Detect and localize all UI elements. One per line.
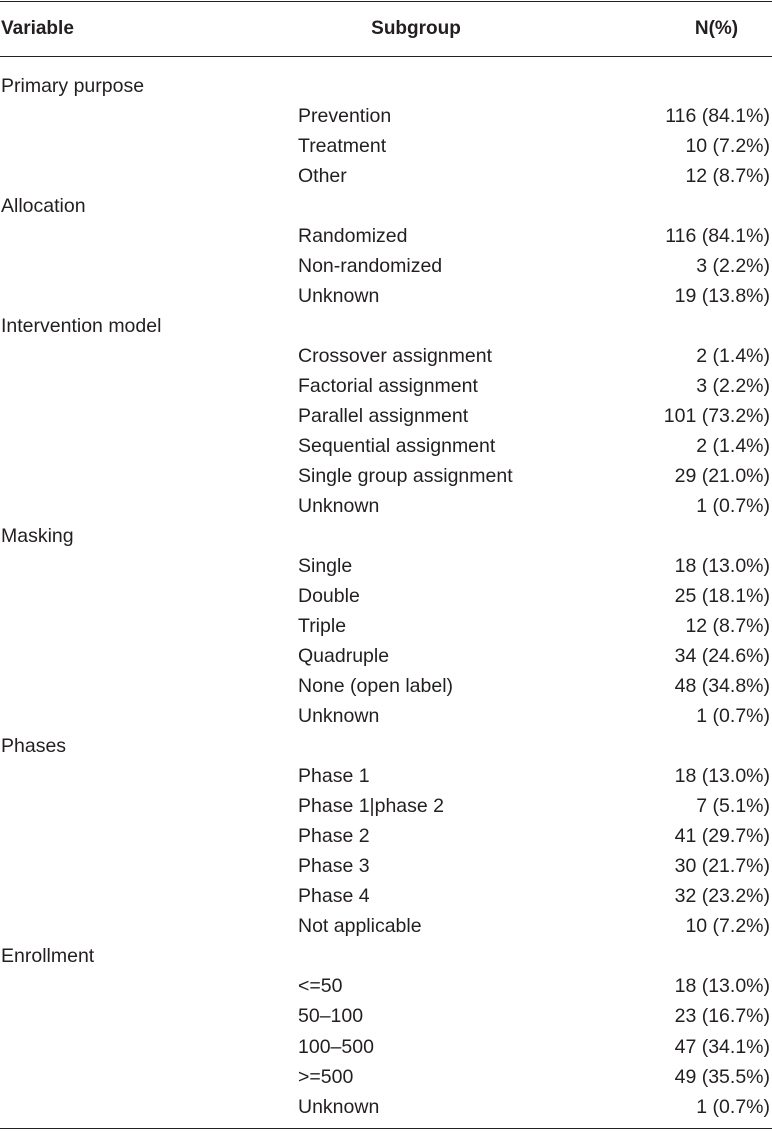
row-subgroup: Single group assignment [298, 464, 513, 487]
header-n: N(%) [694, 18, 739, 39]
table-header [0, 2, 772, 56]
row-n: 18 (13.0%) [674, 975, 770, 998]
row-subgroup: Phase 1 [298, 765, 370, 788]
table-row [0, 161, 772, 191]
row-variable: Phases [1, 735, 67, 758]
row-subgroup: 50–100 [298, 1005, 364, 1028]
row-n: 12 (8.7%) [685, 615, 770, 638]
row-n: 1 (0.7%) [696, 705, 770, 728]
row-n: 25 (18.1%) [674, 585, 770, 608]
table-row [0, 942, 772, 972]
row-subgroup: Single [298, 555, 353, 578]
row-subgroup: Non-randomized [298, 254, 443, 277]
table-row [0, 912, 772, 942]
table-row [0, 101, 772, 131]
table-row [0, 792, 772, 822]
table-row [0, 491, 772, 521]
table-row [0, 371, 772, 401]
row-subgroup: Phase 2 [298, 825, 370, 848]
row-subgroup: Unknown [298, 1095, 380, 1118]
row-subgroup: Other [298, 164, 347, 187]
table-row [0, 191, 772, 221]
table-row [0, 1032, 772, 1062]
table-row [0, 311, 772, 341]
row-n: 12 (8.7%) [685, 164, 770, 187]
row-subgroup: <=50 [298, 975, 343, 998]
row-n: 1 (0.7%) [696, 494, 770, 517]
table-body [0, 57, 772, 1122]
row-n: 48 (34.8%) [674, 675, 770, 698]
row-subgroup: Crossover assignment [298, 344, 492, 367]
row-subgroup: Factorial assignment [298, 374, 478, 397]
table-row [0, 882, 772, 912]
row-n: 1 (0.7%) [696, 1095, 770, 1118]
table-row [0, 461, 772, 491]
row-subgroup: Phase 4 [298, 885, 370, 908]
row-variable: Primary purpose [1, 74, 145, 97]
row-subgroup: Randomized [298, 224, 408, 247]
table-row [0, 732, 772, 762]
row-n: 116 (84.1%) [665, 224, 770, 247]
row-n: 2 (1.4%) [696, 344, 770, 367]
row-subgroup: Not applicable [298, 915, 422, 938]
row-variable: Allocation [1, 194, 86, 217]
row-subgroup: Quadruple [298, 645, 390, 668]
table-row [0, 1062, 772, 1092]
row-n: 23 (16.7%) [674, 1005, 770, 1028]
header-subgroup: Subgroup [371, 18, 461, 39]
row-n: 18 (13.0%) [674, 765, 770, 788]
table-row [0, 612, 772, 642]
row-n: 19 (13.8%) [674, 284, 770, 307]
table-row [0, 1092, 772, 1122]
row-n: 49 (35.5%) [674, 1065, 770, 1088]
row-n: 41 (29.7%) [674, 825, 770, 848]
table-row [0, 251, 772, 281]
table-row [0, 341, 772, 371]
row-variable: Enrollment [1, 945, 95, 968]
row-subgroup: Double [298, 585, 360, 608]
row-subgroup: Unknown [298, 284, 380, 307]
row-subgroup: Triple [298, 615, 347, 638]
table-row [0, 281, 772, 311]
bottom-rule [0, 1128, 772, 1129]
header-variable: Variable [1, 18, 74, 39]
table-row [0, 762, 772, 792]
table-row [0, 972, 772, 1002]
row-subgroup: Phase 1|phase 2 [298, 795, 445, 818]
row-subgroup: None (open label) [298, 675, 454, 698]
row-subgroup: 100–500 [298, 1035, 374, 1058]
row-subgroup: >=500 [298, 1065, 354, 1088]
table-row [0, 431, 772, 461]
table-row [0, 852, 772, 882]
table-row [0, 521, 772, 551]
row-subgroup: Sequential assignment [298, 434, 496, 457]
row-variable: Intervention model [1, 314, 162, 337]
row-subgroup: Unknown [298, 494, 380, 517]
row-n: 7 (5.1%) [696, 795, 770, 818]
row-n: 3 (2.2%) [696, 374, 770, 397]
row-n: 47 (34.1%) [674, 1035, 770, 1058]
row-n: 116 (84.1%) [665, 104, 770, 127]
row-subgroup: Phase 3 [298, 855, 370, 878]
row-n: 32 (23.2%) [674, 885, 770, 908]
row-n: 101 (73.2%) [663, 404, 770, 427]
row-n: 10 (7.2%) [685, 134, 770, 157]
row-n: 3 (2.2%) [696, 254, 770, 277]
row-n: 2 (1.4%) [696, 434, 770, 457]
table-row [0, 552, 772, 582]
table-row [0, 822, 772, 852]
row-subgroup: Unknown [298, 705, 380, 728]
row-n: 30 (21.7%) [674, 855, 770, 878]
table-row [0, 702, 772, 732]
table-row [0, 582, 772, 612]
row-subgroup: Prevention [298, 104, 392, 127]
table-row [0, 642, 772, 672]
table-row [0, 401, 772, 431]
row-n: 18 (13.0%) [674, 555, 770, 578]
table-row [0, 131, 772, 161]
row-n: 10 (7.2%) [685, 915, 770, 938]
row-subgroup: Parallel assignment [298, 404, 469, 427]
row-subgroup: Treatment [298, 134, 387, 157]
table-row [0, 1002, 772, 1032]
row-variable: Masking [1, 524, 74, 547]
table-row [0, 221, 772, 251]
row-n: 29 (21.0%) [674, 464, 770, 487]
table-row [0, 71, 772, 101]
row-n: 34 (24.6%) [674, 645, 770, 668]
table-row [0, 672, 772, 702]
